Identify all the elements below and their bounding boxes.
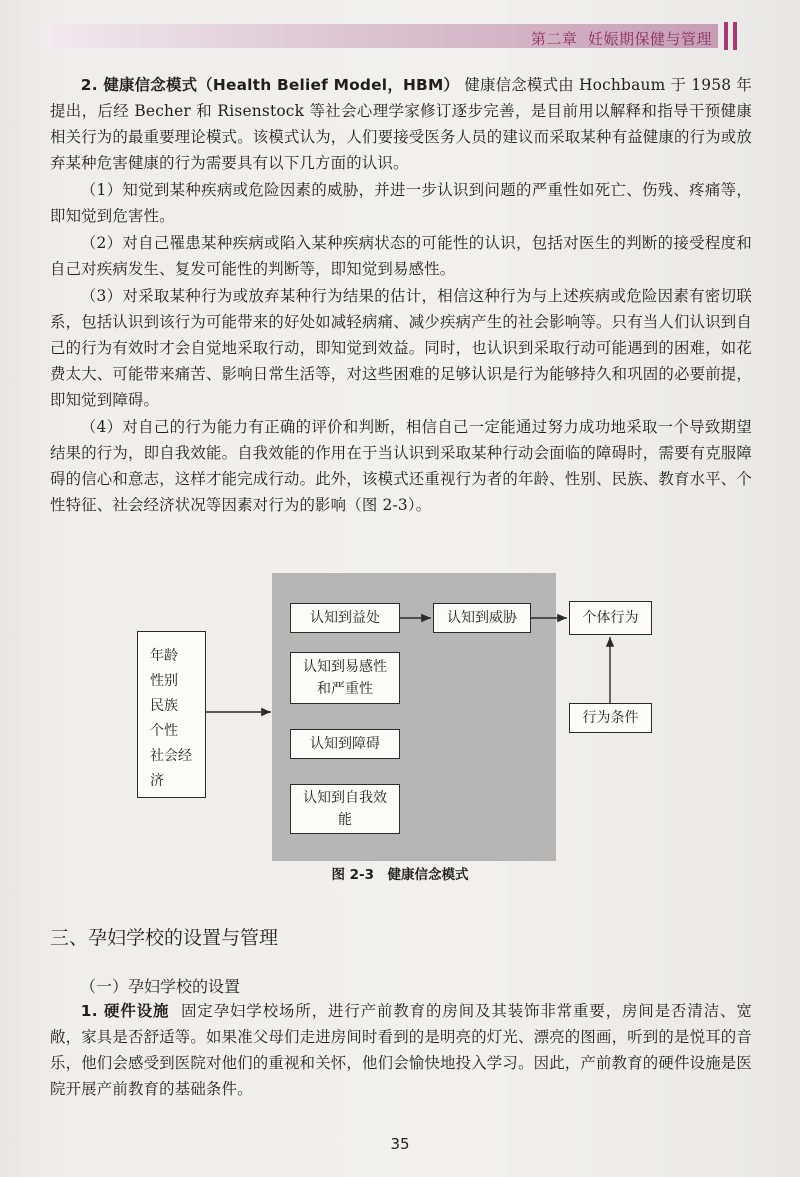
paragraph-hbm-intro <box>50 72 752 176</box>
subsection-heading: （一）孕妇学校的设置 <box>80 977 241 996</box>
paragraph-point-4: （4）对自己的行为能力有正确的评价和判断，相信自己一定能通过努力成功地采取一个导致期望结果的行为，即自我效能。自我效能的作用在于当认识到采取某种行动会面临的障碍时，需要有克服障碍的信心和意志，这样才能完成行动。此外，该模式还重视行为者的年龄、性别、民族、教育水平、个性特征、社会经济状况等因素对行为的影响（图 2-3）。 <box>50 418 752 514</box>
header-bars-ornament <box>724 22 744 50</box>
paragraph-text: 健康信念模式由 Hochbaum 于 1958 年提出，后经 Becher 和 Risenstock 等社会心理学家修订逐步完善，是目前用以解释和指导干预健康相关行为的最重要理论模式。该模式认为，人们要接受医务人员的建议而采取某种有益健康的行为或放弃某种危害健康的行为需要具有以下几方面的认识。 <box>50 76 753 172</box>
figure-caption: 图 2-3 健康信念模式 <box>331 867 469 883</box>
box-self-efficacy: 认知到自我效能 <box>290 784 400 834</box>
factor-age: 年龄 <box>150 648 178 664</box>
demographic-factors-box <box>137 631 206 798</box>
box-behavior-condition: 行为条件 <box>569 703 652 733</box>
lower-text-block <box>50 998 752 1103</box>
factor-personality: 个性 <box>150 723 178 739</box>
box-perceived-threat: 认知到威胁 <box>433 603 531 633</box>
factor-gender: 性别 <box>150 673 178 689</box>
upper-text-block <box>50 72 752 519</box>
box-individual-behavior: 个体行为 <box>569 601 652 635</box>
factor-socioeconomic: 社会经济 <box>150 748 192 789</box>
box-perceived-susceptibility: 认知到易感性和严重性 <box>290 652 400 704</box>
factor-ethnicity: 民族 <box>150 698 178 714</box>
running-header <box>531 28 712 49</box>
paragraph-lead: 2. 健康信念模式（Health Belief Model，HBM） <box>80 76 460 94</box>
page-number: 35 <box>390 1135 410 1153</box>
paragraph-point-3: （3）对采取某种行为或放弃某种行为结果的估计，相信这种行为与上述疾病或危险因素有密切联系，包括认识到该行为可能带来的好处如减轻病痛、减少疾病产生的社会影响等。只有当人们认识到自己的行为有效时才会自觉地采取行动，即知觉到效益。同时，也认识到采取行动可能遇到的困难，如花费太大、可能带来痛苦、影响日常生活等，对这些困难的足够认识是行为能够持久和巩固的必要前提，即知觉到障碍。 <box>50 287 752 409</box>
box-perceived-barrier: 认知到障碍 <box>290 729 400 759</box>
paragraph-point-1: （1）知觉到某种疾病或危险因素的威胁，并进一步认识到问题的严重性如死亡、伤残、疼痛等，即知觉到危害性。 <box>50 181 752 225</box>
paragraph-hardware <box>50 998 752 1102</box>
chapter-title: 妊娠期保健与管理 <box>587 30 712 48</box>
paragraph-point-2: （2）对自己罹患某种疾病或陷入某种疾病状态的可能性的认识，包括对医生的判断的接受程度和自己对疾病发生、复发可能性的判断等，即知觉到易感性。 <box>50 234 752 278</box>
box-perceived-benefit: 认知到益处 <box>290 603 400 633</box>
paragraph-text: 固定孕妇学校场所，进行产前教育的房间及其装饰非常重要，房间是否清洁、宽敞，家具是否舒适等。如果准父母们走进房间时看到的是明亮的灯光、漂亮的图画，听到的是悦耳的音乐，他们会感受到医院对他们的重视和关怀，他们会愉快地投入学习。因此，产前教育的硬件设施是医院开展产前教育的基础条件。 <box>50 1002 752 1098</box>
section-heading: 三、孕妇学校的设置与管理 <box>50 927 279 949</box>
paragraph-lead: 1. 硬件设施 <box>80 1002 170 1020</box>
chapter-label: 第二章 <box>530 30 578 48</box>
